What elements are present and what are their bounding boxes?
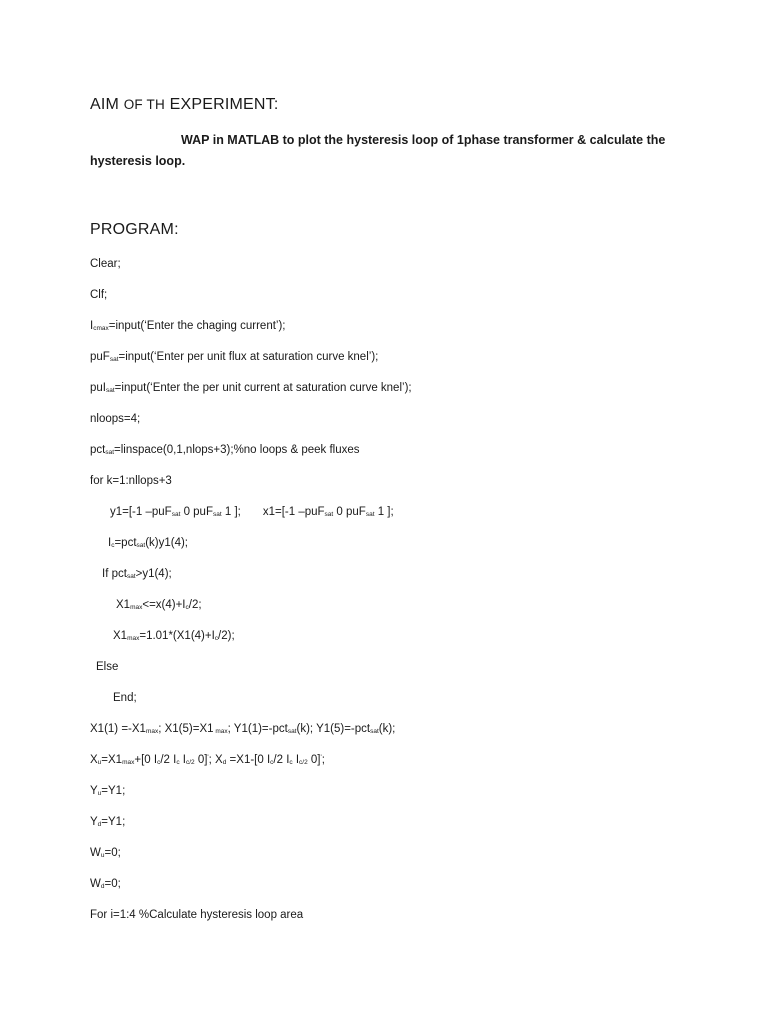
code-text: W — [90, 878, 101, 890]
code-text: (k)y1(4); — [145, 537, 188, 549]
code-line-x1max-1 — [116, 599, 202, 611]
subscript: d — [97, 821, 102, 828]
code-text: =0; — [104, 847, 121, 859]
code-text: =0; — [104, 878, 121, 890]
aim-text-line-1: WAP in MATLAB to plot the hysteresis loop of 1phase transformer & calculate the — [181, 133, 666, 147]
code-text: I — [90, 320, 94, 332]
code-text: (k); Y1(5)=-pct — [296, 723, 371, 735]
superscript: ' — [320, 754, 322, 761]
subscript: max — [213, 728, 228, 735]
code-line-wu — [90, 847, 121, 859]
code-text: I — [108, 537, 112, 549]
superscript: ' — [207, 754, 209, 761]
subscript: max — [127, 635, 140, 642]
subscript: sat — [126, 573, 136, 580]
subscript: sat — [365, 511, 375, 518]
code-line-if — [102, 568, 172, 580]
code-line-icmax — [90, 320, 286, 332]
code-text: =1.01*(X1(4)+I — [139, 630, 215, 642]
code-text: ; X1(5)=X1 — [158, 723, 214, 735]
subscript: max — [145, 728, 159, 735]
code-text: ; X — [208, 754, 223, 766]
subscript: sat — [212, 511, 222, 518]
code-text: Y — [90, 816, 98, 828]
code-text: 0 puF — [333, 506, 366, 518]
subscript: c/2 — [185, 759, 195, 766]
code-text: If pct — [102, 568, 127, 580]
subscript: c — [157, 759, 161, 766]
code-line-ic — [108, 537, 188, 549]
code-line-pctsat — [90, 444, 360, 456]
aim-heading-middle: OF TH — [123, 97, 165, 112]
code-line-y1-x1 — [110, 506, 394, 518]
code-text: =X1-[0 I — [226, 754, 271, 766]
code-text: +[0 I — [134, 754, 158, 766]
code-text: puF — [90, 351, 110, 363]
code-text: 0 puF — [180, 506, 213, 518]
subscript: sat — [171, 511, 181, 518]
code-line-puisat — [90, 382, 412, 394]
code-text: 1 ]; — [374, 506, 394, 518]
code-text: X1 — [116, 599, 131, 611]
subscript: cmax — [93, 325, 109, 332]
subscript: sat — [370, 728, 379, 735]
code-text: X1 — [113, 630, 128, 642]
code-line-end: End; — [113, 692, 137, 704]
code-line-for-k: for k=1:nllops+3 — [90, 475, 172, 487]
subscript: sat — [109, 356, 119, 363]
subscript: sat — [106, 387, 115, 394]
code-text: I — [179, 754, 186, 766]
subscript: d — [100, 883, 105, 890]
code-text: =pct — [114, 537, 137, 549]
code-text: X1(1) =-X1 — [90, 723, 146, 735]
subscript: sat — [105, 449, 115, 456]
code-line-clf: Clf; — [90, 289, 108, 301]
code-text: /2; — [188, 599, 202, 611]
code-text: ; — [321, 754, 325, 766]
code-text: pct — [90, 444, 106, 456]
subscript: c — [270, 759, 274, 766]
code-line-xu-xd — [90, 754, 325, 766]
subscript: c — [176, 759, 180, 766]
code-text: <=x(4)+I — [142, 599, 186, 611]
code-text: =X1 — [101, 754, 123, 766]
code-line-yd — [90, 816, 125, 828]
code-text: =Y1; — [101, 816, 126, 828]
code-text: y1=[-1 –puF — [110, 506, 172, 518]
subscript: c — [111, 542, 115, 549]
code-line-for-i: For i=1:4 %Calculate hysteresis loop area — [90, 909, 304, 921]
code-line-yu — [90, 785, 125, 797]
code-text: /2 I — [160, 754, 177, 766]
code-line-clear: Clear; — [90, 258, 121, 270]
subscript: sat — [136, 542, 146, 549]
code-text: X — [90, 754, 98, 766]
aim-heading — [90, 96, 279, 114]
subscript: c — [289, 759, 293, 766]
subscript: c — [214, 635, 219, 642]
code-text: 0] — [307, 754, 321, 766]
subscript: sat — [324, 511, 334, 518]
subscript: u — [100, 852, 105, 859]
subscript: max — [122, 759, 135, 766]
code-text: (k); — [378, 723, 396, 735]
subscript: max — [130, 604, 143, 611]
code-text: =input(‘Enter per unit flux at saturation curve knel’); — [118, 351, 379, 363]
code-line-x1-y1-assign — [90, 723, 395, 735]
code-text: =input(‘Enter the per unit current at saturation curve knel’); — [114, 382, 412, 394]
subscript: u — [97, 759, 102, 766]
subscript: sat — [287, 728, 297, 735]
subscript: u — [97, 790, 102, 797]
aim-heading-prefix: AIM — [90, 96, 120, 113]
aim-text-line-2: hysteresis loop. — [90, 154, 186, 168]
code-text: puI — [90, 382, 106, 394]
code-text: 1 ]; — [221, 506, 241, 518]
code-line-else: Else — [96, 661, 119, 673]
code-text: /2); — [218, 630, 235, 642]
subscript: c/2 — [299, 759, 308, 766]
code-line-wd — [90, 878, 121, 890]
code-line-x1max-2 — [113, 630, 235, 642]
code-text: 0] — [194, 754, 208, 766]
code-line-pufsat — [90, 351, 378, 363]
code-text: /2 I — [273, 754, 290, 766]
code-text: =Y1; — [101, 785, 126, 797]
code-text: Y — [90, 785, 98, 797]
code-line-nloops: nloops=4; — [90, 413, 141, 425]
subscript: c — [185, 604, 189, 611]
code-text: =input(‘Enter the chaging current’); — [108, 320, 286, 332]
program-heading: PROGRAM: — [90, 221, 179, 238]
code-text: x1=[-1 –puF — [262, 506, 325, 518]
code-text: W — [90, 847, 101, 859]
code-text: ; Y1(1)=-pct — [227, 723, 288, 735]
code-text: >y1(4); — [135, 568, 172, 580]
code-text: =linspace(0,1,nlops+3);%no loops & peek fluxes — [114, 444, 360, 456]
subscript: d — [222, 759, 227, 766]
code-text: I — [292, 754, 300, 766]
aim-heading-suffix: EXPERIMENT: — [169, 96, 279, 113]
